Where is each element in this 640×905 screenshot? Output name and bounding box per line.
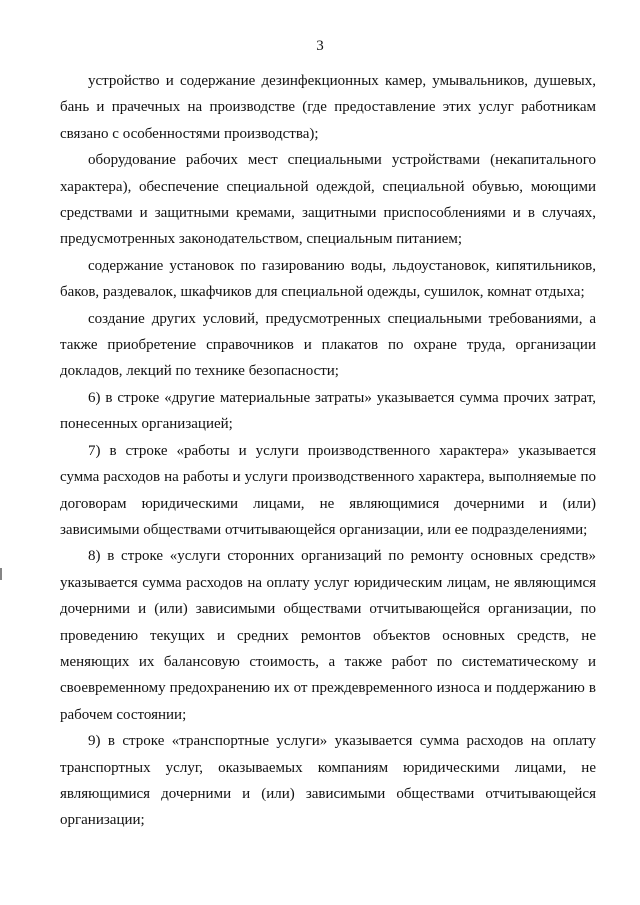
paragraph-water-installations: содержание установок по газированию воды, льдоустановок, кипятильников, баков, раздевалок, шкафчиков для специальной одежды, сушилок, комнат отдыха; xyxy=(60,257,596,301)
scan-edge-mark xyxy=(0,568,10,580)
page-number: 3 xyxy=(316,38,324,54)
document-body xyxy=(60,68,596,834)
paragraph-item-7: 7) в строке «работы и услуги производственного характера» указывается сумма расходов на работы и услуги производственного характера, выполняемые по договорам юридическими лицами, не являющимися дочерними и (или) зависимыми обществами отчитывающейся организации, или ее подразделениями; xyxy=(60,442,596,538)
paragraph-other-conditions: создание других условий, предусмотренных специальными требованиями, а также приобретение справочников и плакатов по охране труда, организации докладов, лекций по технике безопасности; xyxy=(60,310,596,380)
paragraph-disinfection-facilities: устройство и содержание дезинфекционных камер, умывальников, душевых, бань и прачечных на производстве (где предоставление этих услуг работникам связано с особенностями производства); xyxy=(60,73,596,142)
paragraph-item-6: 6) в строке «другие материальные затраты» указывается сумма прочих затрат, понесенных организацией; xyxy=(60,389,596,433)
paragraph-workplace-equipment: оборудование рабочих мест специальными устройствами (некапитального характера), обеспечение специальной одеждой, специальной обувью, моющими средствами и защитными кремами, защитными приспособлениями и в случаях, предусмотренных законодательством, специальным питанием; xyxy=(60,152,596,248)
paragraph-item-9: 9) в строке «транспортные услуги» указывается сумма расходов на оплату транспортных услуг, оказываемых компаниям юридическими лицами, не являющимися дочерними и (или) зависимыми обществами отчитывающейся организации; xyxy=(60,733,596,829)
paragraph-item-8: 8) в строке «услуги сторонних организаций по ремонту основных средств» указывается сумма расходов на оплату услуг юридическим лицам, не являющимся дочерними и (или) зависимыми обществами отчитывающейся организации, по проведению текущих и средних ремонтов объектов основных средств, не меняющих их балансовую стоимость, а также работ по систематическому и своевременному предохранению их от преждевременного износа и поддержанию в рабочем состоянии; xyxy=(60,548,596,723)
